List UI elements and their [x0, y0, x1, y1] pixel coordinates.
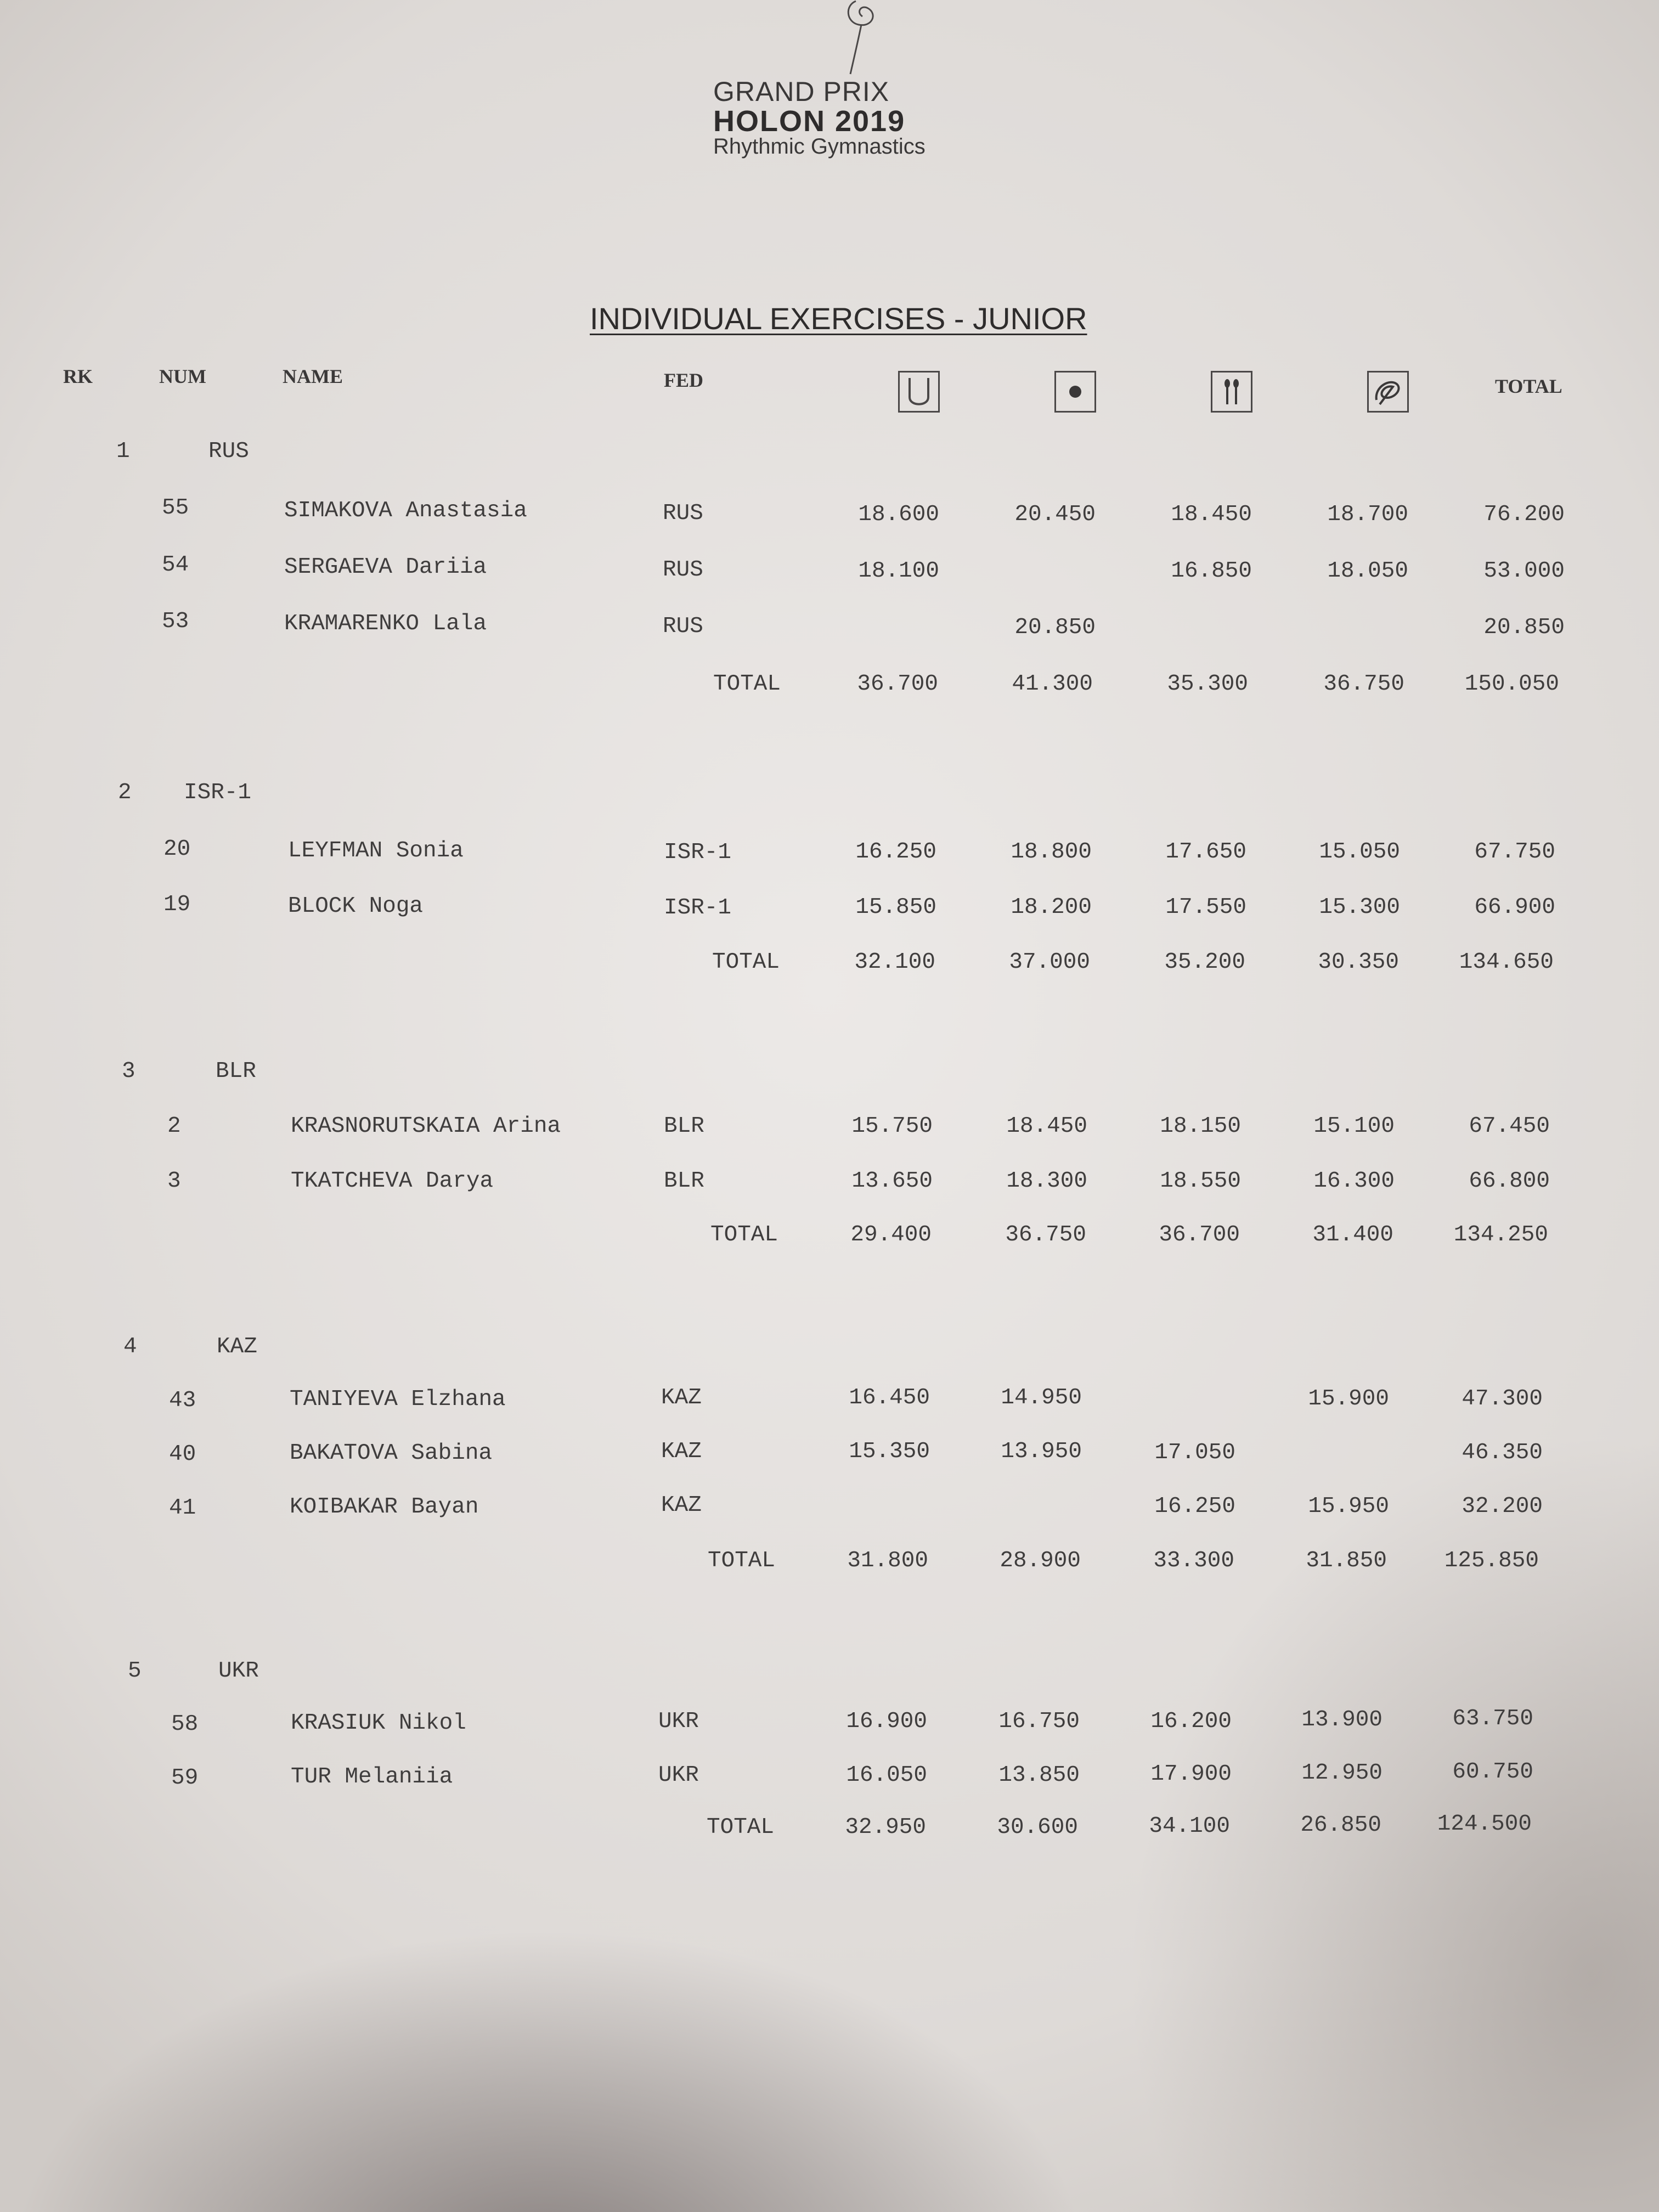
score-clubs: 18.550 [1160, 1169, 1241, 1194]
score-ribbon: 12.950 [1301, 1760, 1383, 1786]
athlete-num: 2 [167, 1114, 181, 1139]
team-total-label: TOTAL [707, 1815, 775, 1840]
score-total: 66.800 [1469, 1169, 1550, 1194]
athlete-fed: RUS [663, 501, 703, 526]
athlete-name: LEYFMAN Sonia [288, 838, 464, 864]
athlete-fed: KAZ [661, 1493, 702, 1518]
athlete-name: TANIYEVA Elzhana [290, 1387, 506, 1412]
score-ribbon: 18.700 [1327, 502, 1408, 527]
team-fed: UKR [218, 1658, 259, 1684]
score-ball: 20.450 [1014, 502, 1096, 527]
score-clubs: 16.850 [1171, 558, 1252, 584]
athlete-num: 55 [162, 495, 189, 521]
athlete-name: KRASNORUTSKAIA Arina [291, 1114, 561, 1139]
total-ball: 41.300 [1012, 672, 1093, 697]
score-ribbon: 18.050 [1327, 558, 1408, 584]
total-ball: 28.900 [1000, 1548, 1081, 1573]
score-total: 53.000 [1483, 558, 1565, 584]
athlete-num: 53 [162, 609, 189, 634]
team-rank: 1 [116, 439, 130, 464]
athlete-name: KRAMARENKO Lala [284, 611, 487, 636]
ball-icon [1054, 371, 1096, 413]
total-hoop: 32.100 [854, 950, 935, 975]
athlete-name: BAKATOVA Sabina [290, 1441, 493, 1466]
grand-total: 134.250 [1453, 1222, 1548, 1248]
score-ribbon: 15.300 [1319, 895, 1400, 920]
team-total-label: TOTAL [710, 1222, 778, 1248]
total-hoop: 32.950 [845, 1815, 926, 1840]
score-clubs: 17.900 [1150, 1762, 1232, 1787]
team-rank: 2 [118, 780, 132, 805]
score-ball: 13.950 [1001, 1439, 1082, 1464]
athlete-num: 54 [162, 552, 189, 578]
score-clubs: 17.550 [1165, 895, 1246, 920]
logo-line-grand-prix: GRAND PRIX [713, 76, 890, 107]
score-clubs: 16.200 [1150, 1709, 1232, 1734]
score-ball: 20.850 [1014, 615, 1096, 640]
score-clubs: 16.250 [1154, 1494, 1235, 1519]
total-clubs: 36.700 [1159, 1222, 1240, 1248]
grand-total: 124.500 [1437, 1812, 1532, 1837]
score-ribbon: 15.900 [1308, 1386, 1389, 1412]
score-total: 63.750 [1452, 1706, 1533, 1731]
total-ball: 30.600 [997, 1815, 1078, 1840]
score-hoop: 15.350 [849, 1439, 930, 1464]
team-rank: 4 [123, 1334, 137, 1359]
athlete-num: 20 [163, 837, 191, 862]
score-ball: 13.850 [998, 1763, 1080, 1788]
score-total: 76.200 [1483, 502, 1565, 527]
athlete-num: 3 [167, 1169, 181, 1194]
score-clubs: 18.150 [1160, 1114, 1241, 1139]
event-logo [708, 0, 944, 165]
score-total: 46.350 [1462, 1440, 1543, 1465]
total-ribbon: 26.850 [1300, 1813, 1381, 1838]
total-ribbon: 30.350 [1318, 950, 1399, 975]
grand-total: 150.050 [1464, 672, 1559, 697]
score-hoop: 15.750 [851, 1114, 933, 1139]
score-ribbon: 13.900 [1301, 1707, 1383, 1733]
score-ball: 16.750 [998, 1709, 1080, 1734]
grand-total: 125.850 [1444, 1548, 1539, 1573]
score-ball: 18.450 [1006, 1114, 1087, 1139]
athlete-name: TUR Melaniia [291, 1764, 453, 1790]
total-hoop: 29.400 [850, 1222, 932, 1248]
team-fed: BLR [216, 1059, 256, 1084]
score-total: 66.900 [1474, 895, 1555, 920]
total-ribbon: 31.400 [1312, 1222, 1393, 1248]
total-ball: 37.000 [1009, 950, 1090, 975]
score-total: 20.850 [1483, 615, 1565, 640]
athlete-fed: BLR [664, 1114, 704, 1139]
header-num: NUM [159, 365, 206, 387]
athlete-fed: RUS [663, 614, 703, 639]
header-total: TOTAL [1495, 375, 1562, 397]
score-total: 47.300 [1462, 1386, 1543, 1412]
score-total: 67.450 [1469, 1114, 1550, 1139]
score-total: 67.750 [1474, 839, 1555, 865]
score-hoop: 18.600 [858, 502, 939, 527]
athlete-name: BLOCK Noga [288, 894, 424, 919]
score-total: 60.750 [1452, 1759, 1533, 1785]
score-hoop: 16.450 [849, 1385, 930, 1410]
athlete-fed: UKR [658, 1763, 699, 1788]
athlete-fed: BLR [664, 1169, 704, 1194]
athlete-num: 59 [171, 1765, 199, 1791]
athlete-num: 41 [169, 1496, 196, 1521]
gymnast-logo-icon [834, 0, 883, 77]
score-ball: 18.200 [1011, 895, 1092, 920]
athlete-name: KOIBAKAR Bayan [290, 1494, 479, 1520]
score-clubs: 18.450 [1171, 502, 1252, 527]
logo-line-holon: HOLON 2019 [713, 105, 906, 138]
team-rank: 3 [122, 1059, 136, 1084]
score-hoop: 15.850 [855, 895, 936, 920]
athlete-fed: ISR-1 [664, 840, 732, 865]
total-hoop: 36.700 [857, 672, 938, 697]
score-ribbon: 16.300 [1313, 1169, 1395, 1194]
score-ribbon: 15.050 [1319, 839, 1400, 865]
header-rk: RK [63, 365, 93, 387]
athlete-name: SIMAKOVA Anastasia [284, 498, 527, 523]
header-name: NAME [283, 365, 343, 387]
athlete-num: 19 [163, 892, 191, 917]
score-total: 32.200 [1462, 1494, 1543, 1519]
athlete-fed: KAZ [661, 1385, 702, 1410]
team-fed: KAZ [217, 1334, 257, 1359]
total-clubs: 35.200 [1164, 950, 1245, 975]
score-ribbon: 15.100 [1313, 1114, 1395, 1139]
team-total-label: TOTAL [708, 1548, 776, 1573]
score-hoop: 16.050 [846, 1763, 927, 1788]
team-total-label: TOTAL [712, 950, 780, 975]
team-fed: RUS [208, 439, 249, 464]
score-clubs: 17.650 [1165, 839, 1246, 865]
score-ball: 18.800 [1011, 839, 1092, 865]
total-clubs: 35.300 [1167, 672, 1248, 697]
grand-total: 134.650 [1459, 950, 1554, 975]
clubs-icon [1211, 371, 1252, 413]
athlete-fed: KAZ [661, 1439, 702, 1464]
total-ribbon: 36.750 [1323, 672, 1404, 697]
team-fed: ISR-1 [184, 780, 252, 805]
score-hoop: 16.250 [855, 839, 936, 865]
logo-line-discipline: Rhythmic Gymnastics [713, 134, 926, 159]
header-fed: FED [664, 369, 703, 391]
score-ball: 18.300 [1006, 1169, 1087, 1194]
score-ribbon: 15.950 [1308, 1494, 1389, 1519]
total-hoop: 31.800 [847, 1548, 928, 1573]
athlete-name: KRASIUK Nikol [291, 1711, 466, 1736]
total-clubs: 34.100 [1149, 1814, 1230, 1839]
athlete-fed: ISR-1 [664, 895, 732, 921]
score-ball: 14.950 [1001, 1385, 1082, 1410]
score-hoop: 18.100 [858, 558, 939, 584]
athlete-fed: RUS [663, 557, 703, 583]
score-hoop: 16.900 [846, 1709, 927, 1734]
athlete-name: TKATCHEVA Darya [291, 1169, 494, 1194]
total-clubs: 33.300 [1153, 1548, 1234, 1573]
team-total-label: TOTAL [713, 672, 781, 697]
total-ribbon: 31.850 [1306, 1548, 1387, 1573]
athlete-num: 40 [169, 1442, 196, 1467]
hoop-icon [898, 371, 940, 413]
athlete-num: 43 [169, 1388, 196, 1413]
page-title: INDIVIDUAL EXERCISES - JUNIOR [590, 301, 1087, 336]
athlete-fed: UKR [658, 1709, 699, 1734]
score-hoop: 13.650 [851, 1169, 933, 1194]
athlete-name: SERGAEVA Dariia [284, 555, 487, 580]
athlete-num: 58 [171, 1712, 199, 1737]
total-ball: 36.750 [1005, 1222, 1086, 1248]
score-clubs: 17.050 [1154, 1440, 1235, 1465]
team-rank: 5 [128, 1658, 142, 1684]
ribbon-icon [1367, 371, 1409, 413]
